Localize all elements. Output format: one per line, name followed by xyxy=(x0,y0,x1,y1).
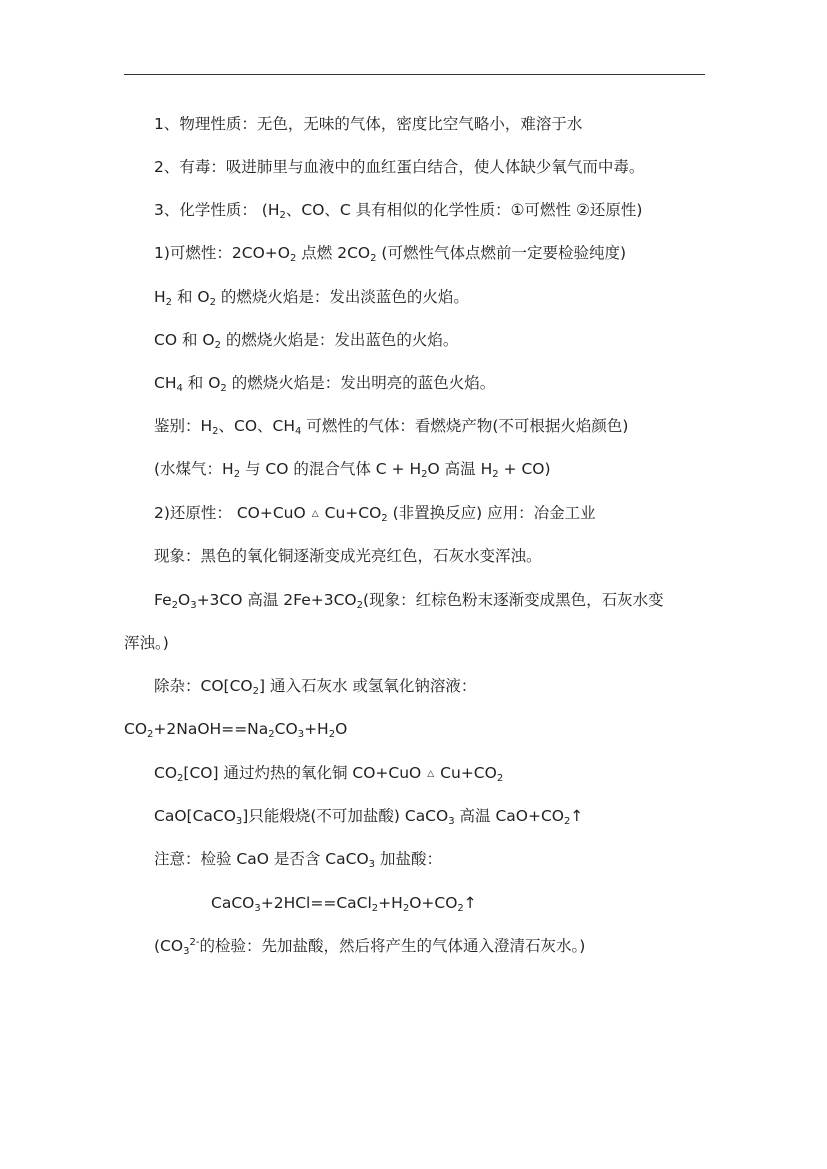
text-line-19: $CaCO_3+2HCl==CaCl_2+H_2O+CO_2↑$ xyxy=(211,894,477,914)
text-line-14: 除杂：$CO[CO_2]$ 通入石灰水 或氢氧化钠溶液： xyxy=(154,677,477,697)
text-line-4: 1)可燃性：$2CO+O_2$ 点燃 $2CO_2$ (可燃性气体点燃前一定要检验纯度) xyxy=(154,244,627,264)
text-line-15: $CO_2+2NaOH==Na_2CO_3+H_2O$ xyxy=(124,720,348,740)
text-line-8: 鉴别：$H_2$、CO、$CH_4$ 可燃性的气体：看燃烧产物(不可根据火焰颜色) xyxy=(154,417,629,437)
text-line-3: 3、化学性质： ($H_2$、CO、C 具有相似的化学性质：①可燃性 ②还原性) xyxy=(154,201,643,221)
text-line-11: 现象：黑色的氧化铜逐渐变成光亮红色，石灰水变浑浊。 xyxy=(154,547,542,565)
text-line-13: 浑浊。) xyxy=(124,634,169,652)
heat-triangle-icon: △ xyxy=(427,769,435,779)
text-line-10: 2)还原性： CO+CuO △ $Cu+CO_2$ (非置换反应) 应用：冶金工业 xyxy=(154,504,596,524)
text-line-9: (水煤气：$H_2$ 与 CO 的混合气体 $C + H_2O$ 高温 $H_2 + CO$) xyxy=(154,460,551,480)
text-line-12: $Fe_2O_3+3CO$ 高温 $2Fe+3CO_2$(现象：红棕色粉末逐渐变成黑色，石灰水变 xyxy=(154,591,664,611)
text-line-16: $CO_2[CO]$ 通过灼热的氧化铜 CO+CuO △ $Cu+CO_2$ xyxy=(154,764,504,784)
text-line-2: 2、有毒：吸进肺里与血液中的血红蛋白结合，使人体缺少氧气而中毒。 xyxy=(154,158,645,176)
heat-triangle-icon: △ xyxy=(311,509,319,519)
text-line-7: $CH_4$ 和 $O_2$ 的燃烧火焰是：发出明亮的蓝色火焰。 xyxy=(154,374,496,394)
text-line-5: $H_2$ 和 $O_2$ 的燃烧火焰是：发出淡蓝色的火焰。 xyxy=(154,288,469,308)
header-rule xyxy=(124,74,705,75)
text-line-6: CO 和 $O_2$ 的燃烧火焰是：发出蓝色的火焰。 xyxy=(154,331,459,351)
text-line-20: ($CO_3^{2-}$的检验：先加盐酸，然后将产生的气体通入澄清石灰水。) xyxy=(154,937,586,957)
text-line-17: CaO[CaCO$_3$]只能煅烧(不可加盐酸) CaCO$_3$ 高温 $CaO+CO_2↑$ xyxy=(154,807,584,827)
text-line-18: 注意：检验 CaO 是否含 CaCO$_3$ 加盐酸： xyxy=(154,850,442,870)
text-line-1: 1、物理性质：无色，无味的气体，密度比空气略小，难溶于水 xyxy=(154,115,583,133)
